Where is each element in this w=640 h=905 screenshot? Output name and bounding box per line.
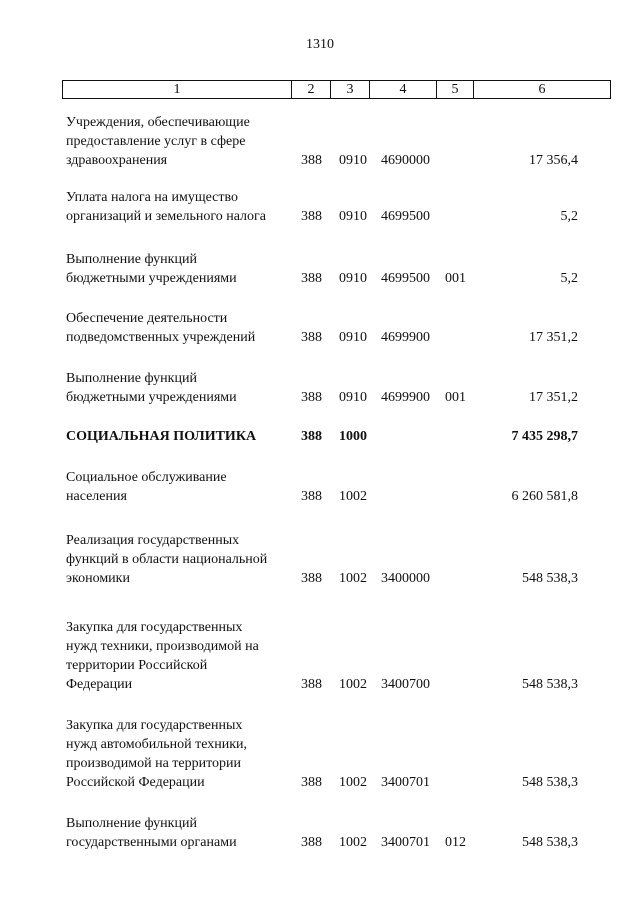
column-header-2: 2 <box>292 81 331 99</box>
row-amount: 548 538,3 <box>522 835 578 850</box>
row-name-line: бюджетными учреждениями <box>66 271 237 286</box>
row-name-line: населения <box>66 489 127 504</box>
column-header-6: 6 <box>474 81 611 99</box>
row-name <box>66 716 286 792</box>
row-target: 4699900 <box>381 330 430 345</box>
row-target: 4699500 <box>381 209 430 224</box>
column-header-1: 1 <box>63 81 292 99</box>
row-name-line: экономики <box>66 571 130 586</box>
row-code: 388 <box>301 330 322 345</box>
row-code: 388 <box>301 775 322 790</box>
row-amount: 6 260 581,8 <box>511 489 578 504</box>
row-section: 0910 <box>339 209 367 224</box>
row-name <box>66 250 286 288</box>
row-name-line: СОЦИАЛЬНАЯ ПОЛИТИКА <box>66 429 257 444</box>
row-name-line: Закупка для государственных <box>66 620 243 635</box>
row-name-line: подведомственных учреждений <box>66 330 256 345</box>
row-name <box>66 427 286 446</box>
row-section: 0910 <box>339 271 367 286</box>
row-target: 3400700 <box>381 677 430 692</box>
row-code: 388 <box>301 209 322 224</box>
row-name-line: производимой на территории <box>66 756 242 771</box>
row-section: 1002 <box>339 571 367 586</box>
row-name-line: Закупка для государственных <box>66 718 243 733</box>
row-name-line: Реализация государственных <box>66 533 240 548</box>
row-code: 388 <box>301 571 322 586</box>
row-code: 388 <box>301 677 322 692</box>
row-amount: 17 351,2 <box>529 330 578 345</box>
row-name-line: Федерации <box>66 677 133 692</box>
row-section: 1002 <box>339 775 367 790</box>
row-name-line: Выполнение функций <box>66 371 197 386</box>
row-target: 4699900 <box>381 390 430 405</box>
row-amount: 548 538,3 <box>522 571 578 586</box>
column-header-3: 3 <box>331 81 370 99</box>
row-name-line: Социальное обслуживание <box>66 470 227 485</box>
row-name <box>66 113 286 170</box>
row-name-line: бюджетными учреждениями <box>66 390 237 405</box>
row-name <box>66 188 286 226</box>
row-section: 0910 <box>339 390 367 405</box>
row-code: 388 <box>301 390 322 405</box>
row-target: 4699500 <box>381 271 430 286</box>
row-name-line: Обеспечение деятельности <box>66 311 228 326</box>
row-name <box>66 309 286 347</box>
row-name-line: Уплата налога на имущество <box>66 190 239 205</box>
row-code: 388 <box>301 835 322 850</box>
row-name <box>66 468 286 506</box>
row-target: 4690000 <box>381 153 430 168</box>
row-name-line: территории Российской <box>66 658 208 673</box>
row-section: 1002 <box>339 677 367 692</box>
row-amount: 5,2 <box>560 271 578 286</box>
row-name-line: нужд техники, производимой на <box>66 639 259 654</box>
page-number: 1310 <box>306 37 334 52</box>
row-target: 3400701 <box>381 775 430 790</box>
row-code: 388 <box>301 429 322 444</box>
row-name-line: Российской Федерации <box>66 775 205 790</box>
row-target: 3400701 <box>381 835 430 850</box>
row-amount: 7 435 298,7 <box>511 429 578 444</box>
row-code: 388 <box>301 489 322 504</box>
row-target: 3400000 <box>381 571 430 586</box>
row-name-line: Учреждения, обеспечивающие <box>66 115 250 130</box>
row-name <box>66 369 286 407</box>
row-name-line: здравоохранения <box>66 153 168 168</box>
row-name-line: Выполнение функций <box>66 252 197 267</box>
row-name-line: нужд автомобильной техники, <box>66 737 248 752</box>
row-section: 1002 <box>339 835 367 850</box>
row-name-line: Выполнение функций <box>66 816 197 831</box>
row-section: 1002 <box>339 489 367 504</box>
row-name <box>66 531 286 588</box>
row-name-line: предоставление услуг в сфере <box>66 134 246 149</box>
row-amount: 548 538,3 <box>522 775 578 790</box>
row-section: 0910 <box>339 330 367 345</box>
row-name-line: государственными органами <box>66 835 237 850</box>
row-type: 001 <box>445 271 466 286</box>
row-name-line: организаций и земельного налога <box>66 209 266 224</box>
column-header-4: 4 <box>370 81 437 99</box>
row-amount: 17 351,2 <box>529 390 578 405</box>
row-section: 1000 <box>339 429 367 444</box>
row-name <box>66 618 286 694</box>
row-code: 388 <box>301 271 322 286</box>
row-amount: 548 538,3 <box>522 677 578 692</box>
column-header-5: 5 <box>437 81 474 99</box>
row-amount: 5,2 <box>560 209 578 224</box>
row-name <box>66 814 286 852</box>
row-name-line: функций в области национальной <box>66 552 268 567</box>
row-type: 012 <box>445 835 466 850</box>
row-amount: 17 356,4 <box>529 153 578 168</box>
row-section: 0910 <box>339 153 367 168</box>
row-type: 001 <box>445 390 466 405</box>
row-code: 388 <box>301 153 322 168</box>
